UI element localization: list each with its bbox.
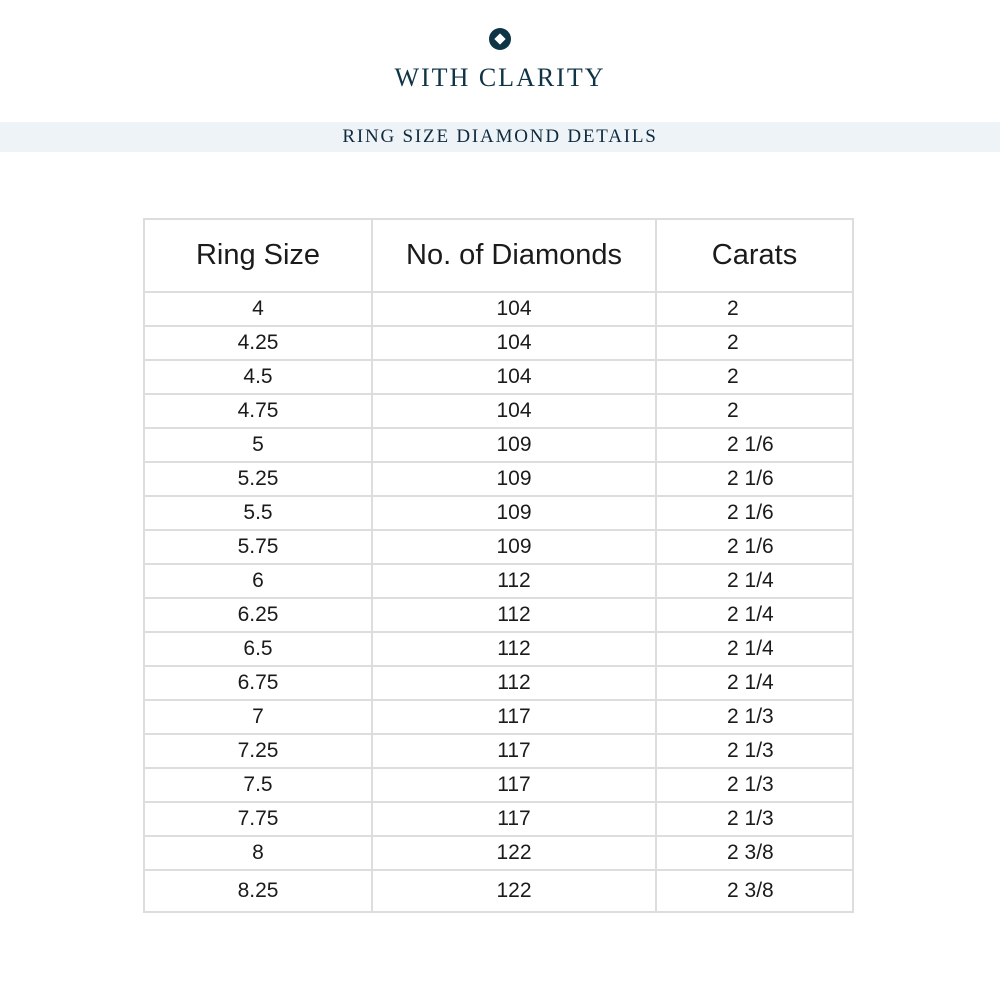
ring-size-cell: 5.75 [144, 530, 372, 564]
header-no-of-diamonds: No. of Diamonds [372, 219, 656, 292]
diamond-circle-icon [489, 28, 511, 50]
ring-size-cell: 4.5 [144, 360, 372, 394]
diamond-count-cell: 112 [372, 632, 656, 666]
table-row [144, 700, 853, 734]
diamond-count-cell: 117 [372, 734, 656, 768]
ring-size-cell: 7.25 [144, 734, 372, 768]
carat-cell: 2 1/4 [656, 598, 853, 632]
carat-cell: 2 [656, 326, 853, 360]
table-row [144, 496, 853, 530]
diamond-count-cell: 109 [372, 530, 656, 564]
carat-cell: 2 3/8 [656, 836, 853, 870]
table-row [144, 292, 853, 326]
diamond-count-cell: 117 [372, 768, 656, 802]
carat-cell: 2 1/3 [656, 768, 853, 802]
table-row [144, 360, 853, 394]
table-row [144, 836, 853, 870]
table-row [144, 564, 853, 598]
table-row [144, 870, 853, 912]
carat-cell: 2 [656, 394, 853, 428]
ring-size-cell: 8 [144, 836, 372, 870]
diamond-count-cell: 117 [372, 700, 656, 734]
carat-cell: 2 [656, 292, 853, 326]
table-row [144, 394, 853, 428]
ring-size-cell: 6.75 [144, 666, 372, 700]
carat-cell: 2 1/4 [656, 666, 853, 700]
carat-cell: 2 1/4 [656, 564, 853, 598]
diamond-count-cell: 104 [372, 326, 656, 360]
ring-size-cell: 6.5 [144, 632, 372, 666]
brand-name: WITH CLARITY [394, 63, 606, 92]
ring-size-cell: 5 [144, 428, 372, 462]
header-ring-size: Ring Size [144, 219, 372, 292]
table-row [144, 768, 853, 802]
carat-cell: 2 3/8 [656, 870, 853, 912]
ring-size-cell: 4.75 [144, 394, 372, 428]
ring-size-cell: 5.25 [144, 462, 372, 496]
diamond-count-cell: 104 [372, 292, 656, 326]
table-row [144, 530, 853, 564]
table-row [144, 802, 853, 836]
carat-cell: 2 1/6 [656, 462, 853, 496]
carat-cell: 2 1/3 [656, 700, 853, 734]
ring-size-cell: 7.75 [144, 802, 372, 836]
table-row [144, 428, 853, 462]
table-row [144, 462, 853, 496]
page-title: RING SIZE DIAMOND DETAILS [342, 126, 658, 147]
carat-cell: 2 1/6 [656, 428, 853, 462]
carat-cell: 2 1/4 [656, 632, 853, 666]
diamond-shape [494, 33, 505, 44]
ring-size-cell: 8.25 [144, 870, 372, 912]
diamond-count-cell: 104 [372, 360, 656, 394]
header-carats: Carats [656, 219, 853, 292]
carat-cell: 2 [656, 360, 853, 394]
ring-size-cell: 4.25 [144, 326, 372, 360]
carat-cell: 2 1/6 [656, 530, 853, 564]
carat-cell: 2 1/6 [656, 496, 853, 530]
table-row [144, 632, 853, 666]
ring-size-cell: 6.25 [144, 598, 372, 632]
ring-size-cell: 6 [144, 564, 372, 598]
diamond-count-cell: 122 [372, 870, 656, 912]
ring-size-cell: 4 [144, 292, 372, 326]
table-body [144, 292, 853, 912]
diamond-count-cell: 112 [372, 598, 656, 632]
diamond-count-cell: 112 [372, 564, 656, 598]
diamond-count-cell: 122 [372, 836, 656, 870]
title-bar [0, 122, 1000, 152]
table-header-row [144, 219, 853, 292]
table-row [144, 666, 853, 700]
ring-size-table [143, 218, 854, 913]
table-row [144, 598, 853, 632]
diamond-count-cell: 109 [372, 496, 656, 530]
table-row [144, 326, 853, 360]
table-row [144, 734, 853, 768]
diamond-count-cell: 104 [372, 394, 656, 428]
ring-size-cell: 5.5 [144, 496, 372, 530]
carat-cell: 2 1/3 [656, 802, 853, 836]
carat-cell: 2 1/3 [656, 734, 853, 768]
diamond-count-cell: 109 [372, 462, 656, 496]
diamond-count-cell: 109 [372, 428, 656, 462]
ring-size-cell: 7 [144, 700, 372, 734]
ring-size-cell: 7.5 [144, 768, 372, 802]
diamond-count-cell: 117 [372, 802, 656, 836]
diamond-count-cell: 112 [372, 666, 656, 700]
